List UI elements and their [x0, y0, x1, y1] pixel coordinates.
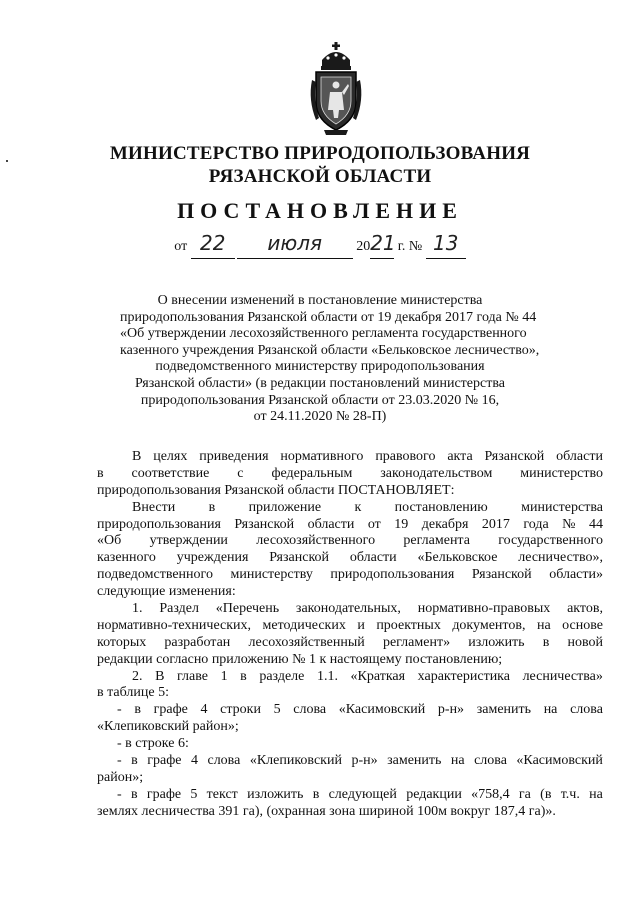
body-word: нормативно-технических, — [97, 617, 252, 633]
body-word: таблице — [107, 685, 159, 701]
body-word: зона — [329, 803, 359, 819]
handwritten-number: 13 — [433, 231, 459, 255]
year-unit: г. — [397, 239, 406, 254]
body-word: 100м — [417, 803, 451, 819]
body-word: на — [543, 702, 558, 718]
body-word: новой — [567, 634, 603, 650]
body-word: акта — [447, 449, 473, 464]
body-word: слова — [293, 702, 327, 718]
body-word: В — [132, 449, 142, 464]
subject-line: казенного учреждения Рязанской области «Бельковское лесничество», — [120, 342, 540, 358]
body-word: казенного — [97, 550, 156, 566]
coat-of-arms-emblem — [306, 40, 366, 136]
body-word: основе — [562, 617, 603, 633]
resolution-subject — [120, 293, 540, 426]
body-word: га — [518, 786, 531, 802]
body-line — [97, 483, 603, 500]
body-word: к — [354, 499, 362, 515]
body-word: лесохозяйственного — [256, 533, 376, 549]
body-line — [97, 787, 603, 804]
subject-line: природопользования Рязанской области от 19 декабря 2017 года № 44 — [120, 309, 537, 325]
body-line — [97, 533, 603, 550]
body-word: заменить — [476, 702, 532, 718]
handwritten-month: июля — [267, 231, 323, 255]
body-word: заменить — [387, 753, 442, 769]
body-word: утверждении — [149, 533, 228, 549]
date-prefix: от — [174, 239, 188, 254]
body-word: № — [562, 516, 576, 532]
body-word: настоящему — [329, 651, 406, 667]
body-line — [97, 550, 603, 567]
body-word: с — [237, 465, 244, 481]
body-word: (в — [540, 786, 552, 802]
body-line — [97, 500, 603, 517]
body-word: области — [307, 516, 355, 532]
body-word: актов, — [567, 601, 603, 617]
body-line — [97, 449, 603, 466]
body-word: слова — [207, 753, 241, 769]
body-word: 1. — [132, 601, 143, 617]
body-word: в — [240, 668, 247, 684]
document-type-title: ПОСТАНОВЛЕНИЕ — [177, 198, 463, 223]
body-word: в — [134, 702, 141, 718]
body-word: области — [287, 482, 338, 498]
body-word: редакции — [406, 786, 462, 802]
body-word: шириной — [358, 803, 418, 819]
body-word: строки — [220, 702, 261, 718]
body-word: «Касимовский — [338, 702, 426, 718]
body-word: Внести — [132, 499, 176, 515]
body-word: Рязанской — [224, 482, 288, 498]
body-word: согласно — [156, 651, 212, 667]
subject-line: природопользования Рязанской области от 23.03.2020 № 16, — [140, 392, 500, 408]
body-word: землях — [97, 803, 142, 819]
body-word: 2. — [132, 668, 143, 684]
body-word: 1 — [308, 651, 320, 667]
handwritten-year: 21 — [370, 231, 396, 255]
body-line — [97, 669, 603, 686]
body-word: район»; — [97, 769, 144, 785]
body-word: подведомственного — [97, 567, 213, 583]
body-word: Рязанской — [269, 550, 330, 566]
body-word: 44 — [589, 516, 603, 532]
body-word: целях — [153, 449, 188, 464]
body-word: года — [523, 516, 549, 532]
body-word: постановлению; — [405, 651, 503, 667]
body-word: нормативного — [280, 449, 364, 464]
body-word: 5 — [273, 702, 281, 718]
body-word: район»; — [192, 719, 239, 735]
body-word: - — [117, 753, 122, 769]
body-line — [97, 753, 603, 770]
body-word: федеральным — [271, 465, 353, 481]
body-line — [97, 770, 603, 787]
body-word: ПОСТАНОВЛЯЕТ: — [337, 482, 455, 498]
body-line — [97, 736, 603, 753]
body-word: «Об — [97, 533, 122, 549]
body-word: изложить — [468, 634, 525, 650]
body-word: методических — [262, 617, 346, 633]
body-word: 6: — [177, 736, 189, 752]
body-word: в — [97, 685, 108, 701]
body-word: приложение — [248, 499, 322, 515]
body-word: га), — [242, 803, 267, 819]
body-word: т.ч. — [560, 786, 580, 802]
body-word: главе — [177, 668, 208, 684]
body-word: на — [536, 617, 551, 633]
body-word: в — [97, 465, 104, 481]
body-word: к — [319, 651, 330, 667]
body-word: «758,4 — [471, 786, 510, 802]
body-word: (охранная — [266, 803, 330, 819]
body-word: следующей — [328, 786, 397, 802]
body-word: текст — [206, 786, 238, 802]
body-word: графе — [146, 786, 182, 802]
body-word: следующие — [97, 584, 169, 600]
body-word: 1 — [220, 668, 228, 684]
body-word: государственного — [498, 533, 603, 549]
body-word: приложению — [211, 651, 293, 667]
organization-name-line-1: МИНИСТЕРСТВО ПРИРОДОПОЛЬЗОВАНИЯ — [109, 143, 531, 164]
body-word: 5: — [158, 685, 169, 701]
body-word: природопользования — [97, 482, 225, 498]
body-word: постановлению — [394, 499, 488, 515]
body-word: слова — [474, 753, 507, 769]
body-word: Рязанской — [471, 567, 532, 583]
body-word: декабря — [421, 516, 469, 532]
body-word: проектных — [376, 617, 441, 633]
body-word: в — [131, 753, 138, 769]
body-word: - — [117, 736, 126, 752]
body-word: от — [367, 516, 381, 532]
body-word: в — [208, 499, 216, 515]
body-line — [97, 567, 603, 584]
body-word: 391 — [218, 803, 243, 819]
body-word: слова — [570, 702, 603, 718]
body-word: 5 — [190, 786, 198, 802]
body-word: «Бельковское — [417, 550, 498, 566]
body-word: - — [117, 702, 122, 718]
body-word: в — [542, 634, 550, 650]
body-word: - — [117, 786, 122, 802]
body-word: на — [589, 786, 603, 802]
body-word: в — [312, 786, 320, 802]
body-word: лесничества — [141, 803, 219, 819]
subject-line: подведомственного министерству природопользования — [155, 359, 485, 375]
body-word: «Касимовский — [516, 753, 603, 769]
resolution-body — [97, 449, 603, 821]
body-word: 187,4 — [493, 803, 529, 819]
body-word: приведения — [199, 449, 269, 464]
body-word: лесничество», — [518, 550, 603, 566]
body-line — [97, 618, 603, 635]
body-word: № — [292, 651, 309, 667]
body-word: разделе — [259, 668, 305, 684]
body-word: разработан — [164, 634, 231, 650]
year-prefix: 20 — [356, 239, 371, 254]
body-word: 2017 — [481, 516, 510, 532]
subject-line: Рязанской области» (в редакции постановлений министерства — [135, 375, 505, 391]
body-word: графе — [147, 753, 182, 769]
body-word: в — [130, 786, 138, 802]
handwritten-day: 22 — [199, 231, 226, 255]
body-word: министерству — [230, 567, 313, 583]
body-word: регламента — [403, 533, 470, 549]
body-word: природопользования — [97, 516, 221, 532]
number-sign: № — [408, 239, 423, 254]
body-word: нормативно-правовых — [417, 601, 551, 617]
body-word: регламент» — [382, 634, 451, 650]
date-number-line — [0, 232, 640, 259]
body-word: р-н» — [437, 702, 465, 718]
body-word: лесничества» — [522, 668, 603, 684]
body-word: «Клепиковский — [249, 753, 342, 769]
body-word: правового — [375, 449, 436, 464]
body-word: вокруг — [450, 803, 494, 819]
body-word: «Клепиковский — [97, 719, 193, 735]
body-word: 4 — [200, 702, 208, 718]
body-word: на — [450, 753, 465, 769]
body-word: Рязанской — [484, 449, 545, 464]
body-word: 4 — [191, 753, 198, 769]
body-word: га)». — [528, 803, 556, 819]
body-word: редакции — [97, 651, 157, 667]
body-word: 1.1. — [316, 668, 338, 684]
body-word: «Перечень — [215, 601, 280, 617]
body-line — [97, 804, 603, 821]
subject-line: «Об утверждении лесохозяйственного регламента государственного — [120, 326, 527, 342]
body-word: изложить — [247, 786, 304, 802]
body-word: изменения: — [168, 584, 236, 600]
body-line — [97, 719, 603, 736]
body-word: области — [556, 449, 603, 464]
body-word: которых — [97, 634, 147, 650]
body-word: Рязанской — [234, 516, 295, 532]
subject-line: от 24.11.2020 № 28-П) — [253, 409, 387, 425]
body-word: графе — [153, 702, 188, 718]
body-word: р-н» — [351, 753, 378, 769]
body-word: лесохозяйственный — [248, 634, 365, 650]
body-word: учреждения — [176, 550, 249, 566]
body-word: природопользования — [330, 567, 455, 583]
body-word: характеристика — [417, 668, 510, 684]
body-word: министерства — [521, 499, 603, 515]
body-word: в — [125, 736, 136, 752]
body-word: В — [155, 668, 165, 684]
body-word: соответствие — [131, 465, 210, 481]
body-word: области — [349, 550, 397, 566]
body-line — [97, 685, 603, 702]
organization-name-line-2: РЯЗАНСКОЙ ОБЛАСТИ — [208, 166, 432, 187]
body-word: строке — [135, 736, 178, 752]
body-word: и — [357, 617, 365, 633]
body-word: законодательных, — [295, 601, 401, 617]
body-line — [97, 652, 603, 669]
body-line — [97, 601, 603, 618]
body-word: области» — [549, 567, 603, 583]
body-word: Раздел — [159, 601, 199, 617]
body-line — [97, 584, 603, 601]
body-word: «Краткая — [350, 668, 406, 684]
body-line — [97, 517, 603, 534]
body-word: 19 — [394, 516, 409, 532]
body-word: документов, — [452, 617, 526, 633]
body-line — [97, 702, 603, 719]
body-line — [97, 635, 603, 652]
body-word: министерство — [520, 465, 603, 481]
body-line — [97, 466, 603, 483]
subject-line: О внесении изменений в постановление министерства — [157, 293, 483, 308]
body-word: законодательством — [380, 465, 493, 481]
